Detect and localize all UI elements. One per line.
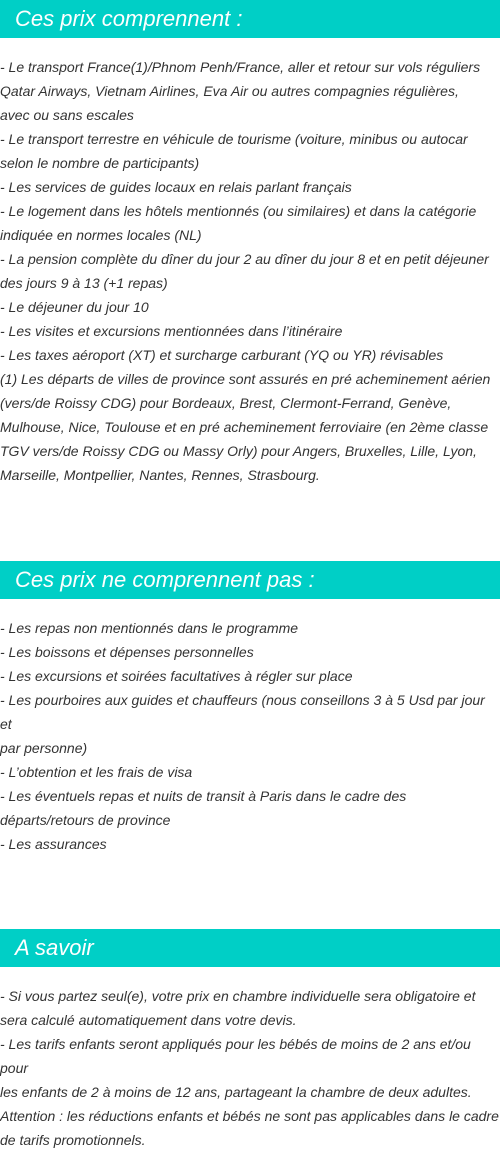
included-line: - Les visites et excursions mentionnées dans l’itinéraire bbox=[0, 323, 343, 339]
included-line: - Les services de guides locaux en relais parlant français bbox=[0, 179, 352, 195]
included-line: Qatar Airways, Vietnam Airlines, Eva Air ou autres compagnies régulières, bbox=[0, 83, 459, 99]
not-included-line: - Les repas non mentionnés dans le programme bbox=[0, 620, 299, 636]
included-line: (1) Les départs de villes de province sont assurés en pré acheminement aérien bbox=[0, 371, 491, 387]
included-line: - Le transport terrestre en véhicule de tourisme (voiture, minibus ou autocar bbox=[0, 131, 468, 147]
not-included-line: - L’obtention et les frais de visa bbox=[0, 764, 193, 780]
included-line: selon le nombre de participants) bbox=[0, 155, 200, 171]
good-to-know-line: de tarifs promotionnels. bbox=[0, 1132, 146, 1148]
good-to-know-line: Attention : les réductions enfants et bébés ne sont pas applicables dans le cadre bbox=[0, 1108, 499, 1124]
included-line: - Le logement dans les hôtels mentionnés (ou similaires) et dans la catégorie bbox=[0, 203, 477, 219]
not-included-list bbox=[0, 616, 500, 856]
not-included-line: - Les éventuels repas et nuits de transit à Paris dans le cadre des bbox=[0, 788, 407, 804]
included-list bbox=[0, 55, 500, 487]
included-line: des jours 9 à 13 (+1 repas) bbox=[0, 275, 168, 291]
included-line: - La pension complète du dîner du jour 2 au dîner du jour 8 et en petit déjeuner bbox=[0, 251, 489, 267]
section-title-included: Ces prix comprennent : bbox=[0, 0, 500, 38]
included-line: - Les taxes aéroport (XT) et surcharge carburant (YQ ou YR) révisables bbox=[0, 347, 444, 363]
section-included bbox=[0, 0, 500, 487]
included-line: TGV vers/de Roissy CDG ou Massy Orly) pour Angers, Bruxelles, Lille, Lyon, bbox=[0, 443, 477, 459]
good-to-know-line: - Si vous partez seul(e), votre prix en chambre individuelle sera obligatoire et bbox=[0, 988, 476, 1004]
included-line: (vers/de Roissy CDG) pour Bordeaux, Brest, Clermont-Ferrand, Genève, bbox=[0, 395, 452, 411]
not-included-line: - Les pourboires aux guides et chauffeurs (nous conseillons 3 à 5 Usd par jour et bbox=[0, 692, 485, 732]
included-line: - Le transport France(1)/Phnom Penh/France, aller et retour sur vols réguliers bbox=[0, 59, 481, 75]
not-included-line: par personne) bbox=[0, 740, 88, 756]
included-line: Marseille, Montpellier, Nantes, Rennes, Strasbourg. bbox=[0, 467, 320, 483]
not-included-line: - Les boissons et dépenses personnelles bbox=[0, 644, 254, 660]
not-included-line: - Les excursions et soirées facultatives à régler sur place bbox=[0, 668, 353, 684]
included-line: - Le déjeuner du jour 10 bbox=[0, 299, 149, 315]
section-not-included bbox=[0, 561, 500, 856]
included-line: Mulhouse, Nice, Toulouse et en pré acheminement ferroviaire (en 2ème classe bbox=[0, 419, 489, 435]
good-to-know-list bbox=[0, 984, 500, 1152]
section-title-good-to-know: A savoir bbox=[0, 929, 500, 967]
good-to-know-line: sera calculé automatiquement dans votre devis. bbox=[0, 1012, 297, 1028]
included-line: avec ou sans escales bbox=[0, 107, 134, 123]
not-included-line: départs/retours de province bbox=[0, 812, 171, 828]
not-included-line: - Les assurances bbox=[0, 836, 107, 852]
good-to-know-line: - Les tarifs enfants seront appliqués pour les bébés de moins de 2 ans et/ou pour bbox=[0, 1036, 471, 1076]
included-line: indiquée en normes locales (NL) bbox=[0, 227, 202, 243]
good-to-know-line: les enfants de 2 à moins de 12 ans, partageant la chambre de deux adultes. bbox=[0, 1084, 472, 1100]
section-good-to-know bbox=[0, 929, 500, 1152]
section-title-not-included: Ces prix ne comprennent pas : bbox=[0, 561, 500, 599]
